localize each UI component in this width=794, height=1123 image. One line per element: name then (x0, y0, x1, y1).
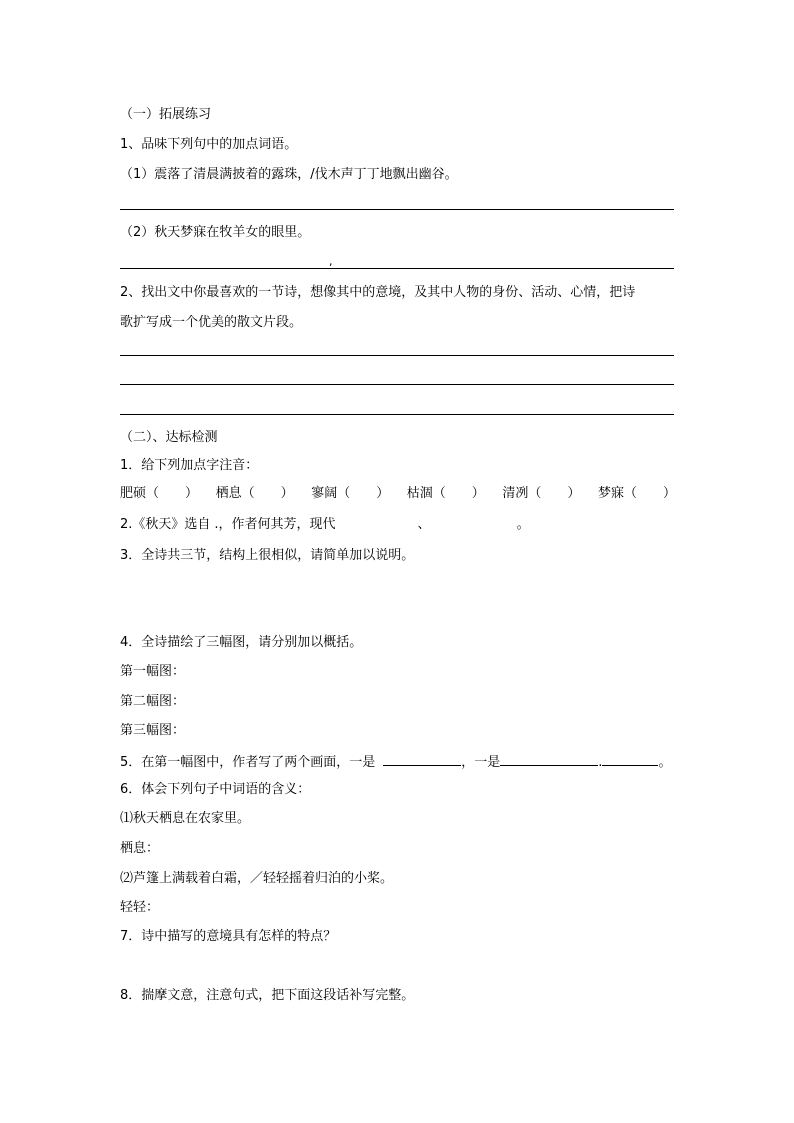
test-question-5 (120, 751, 671, 772)
question-2-line1: 2、找出文中你最喜欢的一节诗，想像其中的意境，及其中人物的身份、活动、心情，把诗 (120, 285, 636, 300)
section2-heading: （二）、达标检测 (120, 430, 218, 445)
q5-text-b: ，一是 (461, 755, 501, 770)
pinyin-item[interactable]: 清冽（ ） (502, 486, 581, 501)
question-6-1: ⑴秋天栖息在农家里。 (120, 811, 251, 826)
pinyin-item[interactable]: 肥硕（ ） (120, 486, 199, 501)
picture-2-label: 第二幅图： (120, 694, 186, 709)
question-6-1-word: 栖息： (120, 841, 160, 856)
picture-1-label: 第一幅图： (120, 664, 186, 679)
test-question-4: 4．全诗描绘了三幅图，请分别加以概括。 (120, 635, 363, 650)
pinyin-item[interactable]: 栖息（ ） (215, 486, 294, 501)
q2-text-d: 。 (516, 517, 530, 532)
test-question-6: 6．体会下列句子中词语的含义： (120, 782, 311, 797)
q2-text-b: .，作者何其芳，现代 (214, 517, 336, 532)
q2-text-a: 2.《秋天》选自 (120, 517, 211, 532)
question-6-2: ⑵芦篷上满载着白霜，／轻轻摇着归泊的小桨。 (120, 871, 394, 886)
test-question-3: 3．全诗共三节，结构上很相似，请简单加以说明。 (120, 548, 415, 563)
answer-blank[interactable] (500, 751, 598, 766)
question-1-2: （2）秋天梦寐在牧羊女的眼里。 (120, 225, 311, 240)
answer-line[interactable] (120, 355, 674, 356)
comma-mark: , (329, 255, 333, 268)
pinyin-row (120, 485, 676, 503)
pinyin-item[interactable]: 寥阔（ ） (311, 486, 390, 501)
picture-3-label: 第三幅图： (120, 723, 186, 738)
answer-line[interactable] (120, 209, 674, 210)
answer-line[interactable] (120, 384, 674, 385)
pinyin-item[interactable]: 枯涸（ ） (406, 486, 485, 501)
test-question-1: 1．给下列加点字注音： (120, 458, 259, 473)
test-question-2 (120, 516, 530, 534)
q5-text-a: 5．在第一幅图中，作者写了两个画面，一是 (120, 755, 376, 770)
question-1: 1、品味下列句中的加点词语。 (120, 137, 298, 152)
pinyin-item[interactable]: 梦寐（ ） (597, 486, 676, 501)
section1-heading: （一）拓展练习 (120, 107, 212, 122)
q5-text-c: . (598, 755, 603, 770)
test-question-7: 7．诗中描写的意境具有怎样的特点？ (120, 929, 337, 944)
question-2-line2: 歌扩写成一个优美的散文片段。 (120, 315, 303, 330)
question-6-2-word: 轻轻： (120, 900, 160, 915)
answer-line[interactable] (120, 414, 674, 415)
answer-blank[interactable] (383, 751, 461, 766)
q5-text-d: 。 (658, 755, 672, 770)
test-question-8: 8．揣摩文意，注意句式，把下面这段话补写完整。 (120, 988, 415, 1003)
answer-line[interactable] (120, 268, 674, 269)
q2-text-c: 、 (417, 517, 431, 532)
answer-blank[interactable] (602, 751, 658, 766)
question-1-1: （1）震落了清晨满披着的露珠，/伐木声丁丁地飘出幽谷。 (120, 167, 458, 182)
